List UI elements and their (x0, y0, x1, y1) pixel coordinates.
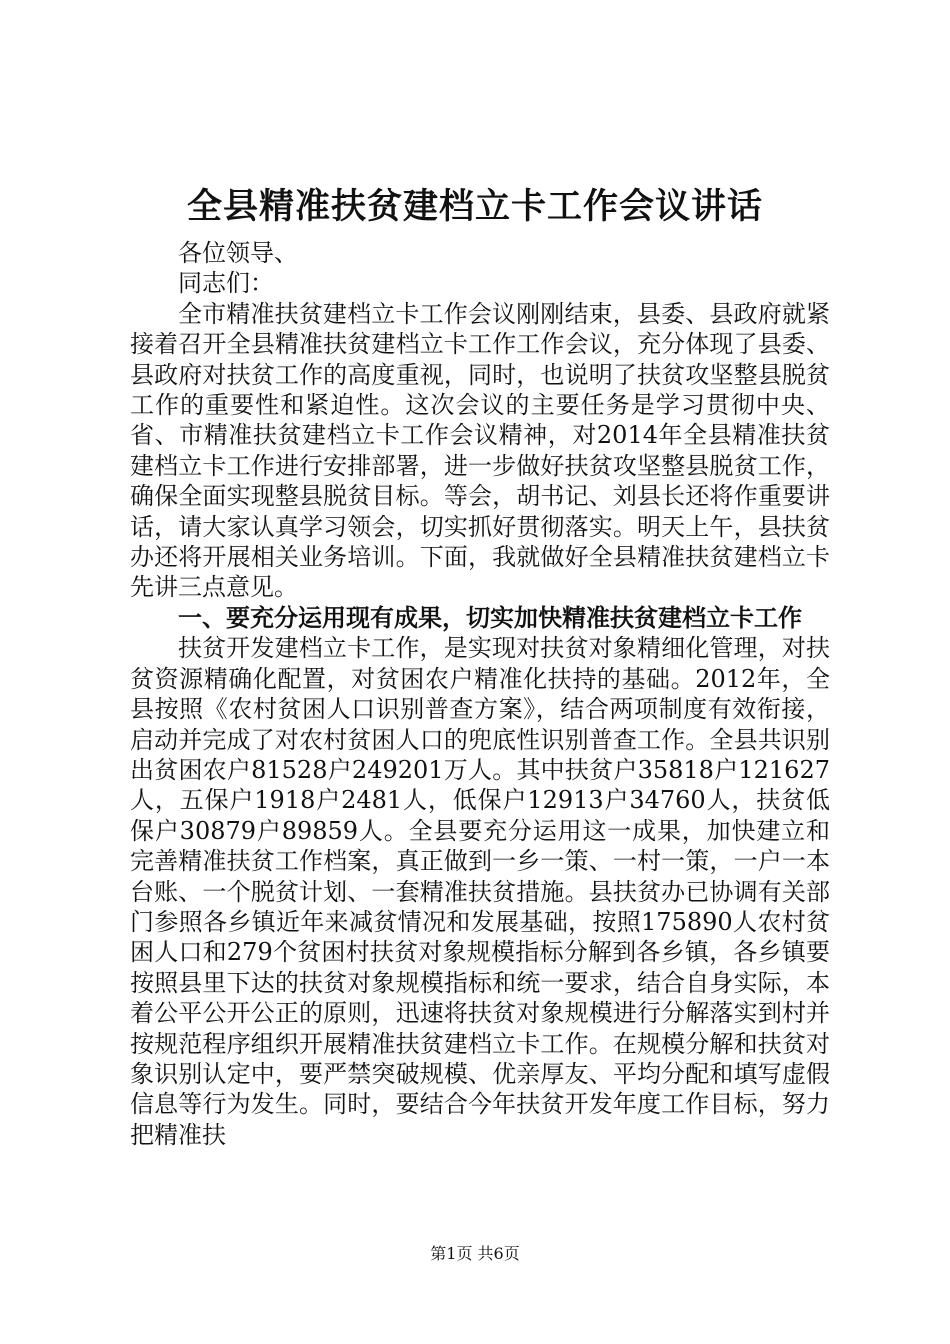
document-title: 全县精准扶贫建档立卡工作会议讲话 (186, 186, 763, 227)
salutation-comrades: 同志们： (178, 269, 274, 298)
page-number-footer: 第1页 共6页 (430, 1244, 520, 1263)
document-body (130, 238, 830, 1150)
section-heading-1: 一、要充分运用现有成果，切实加快精准扶贫建档立卡工作 (178, 602, 802, 632)
paragraph-intro: 全市精准扶贫建档立卡工作会议刚刚结束，县委、县政府就紧接着召开全县精准扶贫建档立卡工作工作会议，充分体现了县委、县政府对扶贫工作的高度重视，同时，也说明了扶贫攻坚整县脱贫工作的重要性和紧迫性。这次会议的主要任务是学习贯彻中央、省、市精准扶贫建档立卡工作会议精神，对2014年全县精准扶贫建档立卡工作进行安排部署，进一步做好扶贫攻坚整县脱贫工作，确保全面实现整县脱贫目标。等会，胡书记、刘县长还将作重要讲话，请大家认真学习领会，切实抓好贯彻落实。明天上午，县扶贫办还将开展相关业务培训。下面，我就做好全县精准扶贫建档立卡先讲三点意见。 (130, 299, 830, 602)
salutation-leaders: 各位领导、 (178, 239, 298, 267)
paragraph-section-1: 扶贫开发建档立卡工作，是实现对扶贫对象精细化管理，对扶贫资源精确化配置，对贫困农户精准化扶持的基础。2012年，全县按照《农村贫困人口识别普查方案》，结合两项制度有效衔接，启动并完成了对农村贫困人口的兜底性识别普查工作。全县共识别出贫困农户81528户249201万人。其中扶贫户35818户121627人，五保户1918户2481人，低保户12913户34760人，扶贫低保户30879户89859人。全县要充分运用这一成果，加快建立和完善精准扶贫工作档案，真正做到一乡一策、一村一策，一户一本台账、一个脱贫计划、一套精准扶贫措施。县扶贫办已协调有关部门参照各乡镇近年来减贫情况和发展基础，按照175890人农村贫困人口和279个贫困村扶贫对象规模指标分解到各乡镇，各乡镇要按照县里下达的扶贫对象规模指标和统一要求，结合自身实际，本着公平公开公正的原则，迅速将扶贫对象规模进行分解落实到村并按规范程序组织开展精准扶贫建档立卡工作。在规模分解和扶贫对象识别认定中，要严禁突破规模、优亲厚友、平均分配和填写虚假信息等行为发生。同时，要结合今年扶贫开发年度工作目标，努力把精准扶 (130, 634, 830, 1149)
